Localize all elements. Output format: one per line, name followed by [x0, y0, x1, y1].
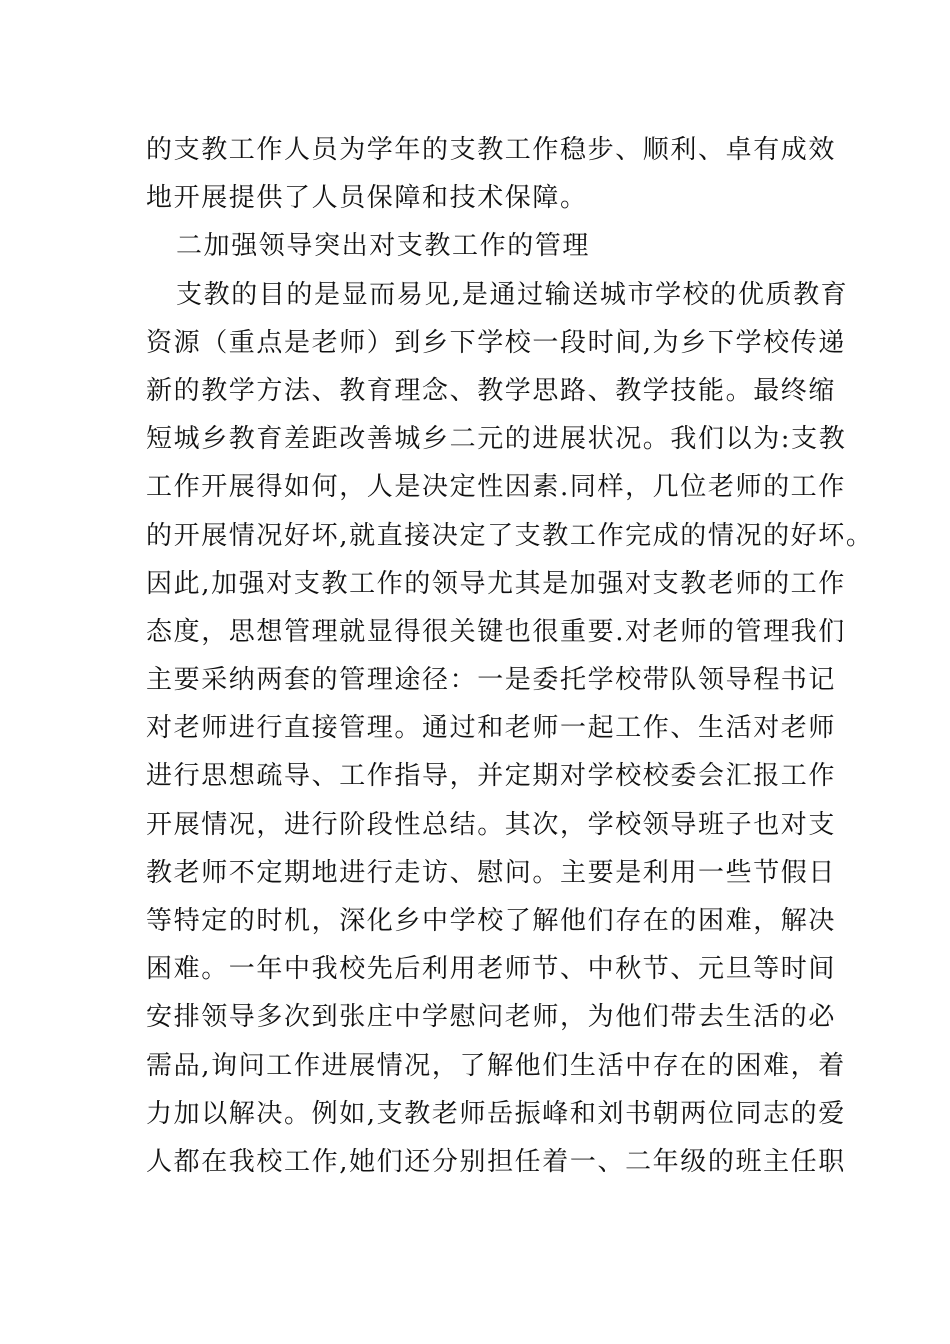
text-line: 态度，思想管理就显得很关键也很重要.对老师的管理我们 — [146, 616, 846, 647]
text-line: 力加以解决。例如,支教老师岳振峰和刘书朝两位同志的爱 — [146, 1098, 846, 1129]
text-line: 困难。一年中我校先后利用老师节、中秋节、元旦等时间 — [146, 954, 837, 985]
text-line: 的支教工作人员为学年的支教工作稳步、顺利、卓有成效 — [146, 135, 837, 165]
text-line: 需品,询问工作进展情况，了解他们生活中存在的困难，着 — [146, 1050, 846, 1081]
text-line: 开展情况，进行阶段性总结。其次，学校领导班子也对支 — [146, 809, 837, 840]
text-line: 的开展情况好坏,就直接决定了支教工作完成的情况的好坏。 — [146, 520, 874, 551]
body-text — [146, 126, 874, 1186]
text-line: 教老师不定期地进行走访、慰问。主要是利用一些节假日 — [146, 857, 837, 888]
text-line: 新的教学方法、教育理念、教学思路、教学技能。最终缩 — [146, 375, 837, 406]
section-heading: 二加强领导突出对支教工作的管理 — [176, 231, 591, 262]
text-line: 人都在我校工作,她们还分别担任着一、二年级的班主任职 — [146, 1146, 846, 1177]
text-line: 进行思想疏导、工作指导，并定期对学校校委会汇报工作 — [146, 761, 837, 792]
text-line: 短城乡教育差距改善城乡二元的进展状况。我们以为:支教 — [146, 424, 847, 455]
text-line: 因此,加强对支教工作的领导尤其是加强对支教老师的工作 — [146, 568, 846, 599]
text-line: 支教的目的是显而易见,是通过输送城市学校的优质教育 — [176, 279, 849, 310]
text-line: 工作开展得如何，人是决定性因素.同样，几位老师的工作 — [146, 472, 846, 503]
text-line: 对老师进行直接管理。通过和老师一起工作、生活对老师 — [146, 713, 837, 744]
text-line: 安排领导多次到张庄中学慰问老师，为他们带去生活的必 — [146, 1002, 837, 1033]
text-line: 等特定的时机，深化乡中学校了解他们存在的困难，解决 — [146, 906, 837, 936]
text-line: 资源（重点是老师）到乡下学校一段时间,为乡下学校传递 — [146, 327, 846, 358]
text-line: 主要采纳两套的管理途径：一是委托学校带队领导程书记 — [146, 665, 837, 696]
text-line: 地开展提供了人员保障和技术保障。 — [146, 183, 588, 214]
